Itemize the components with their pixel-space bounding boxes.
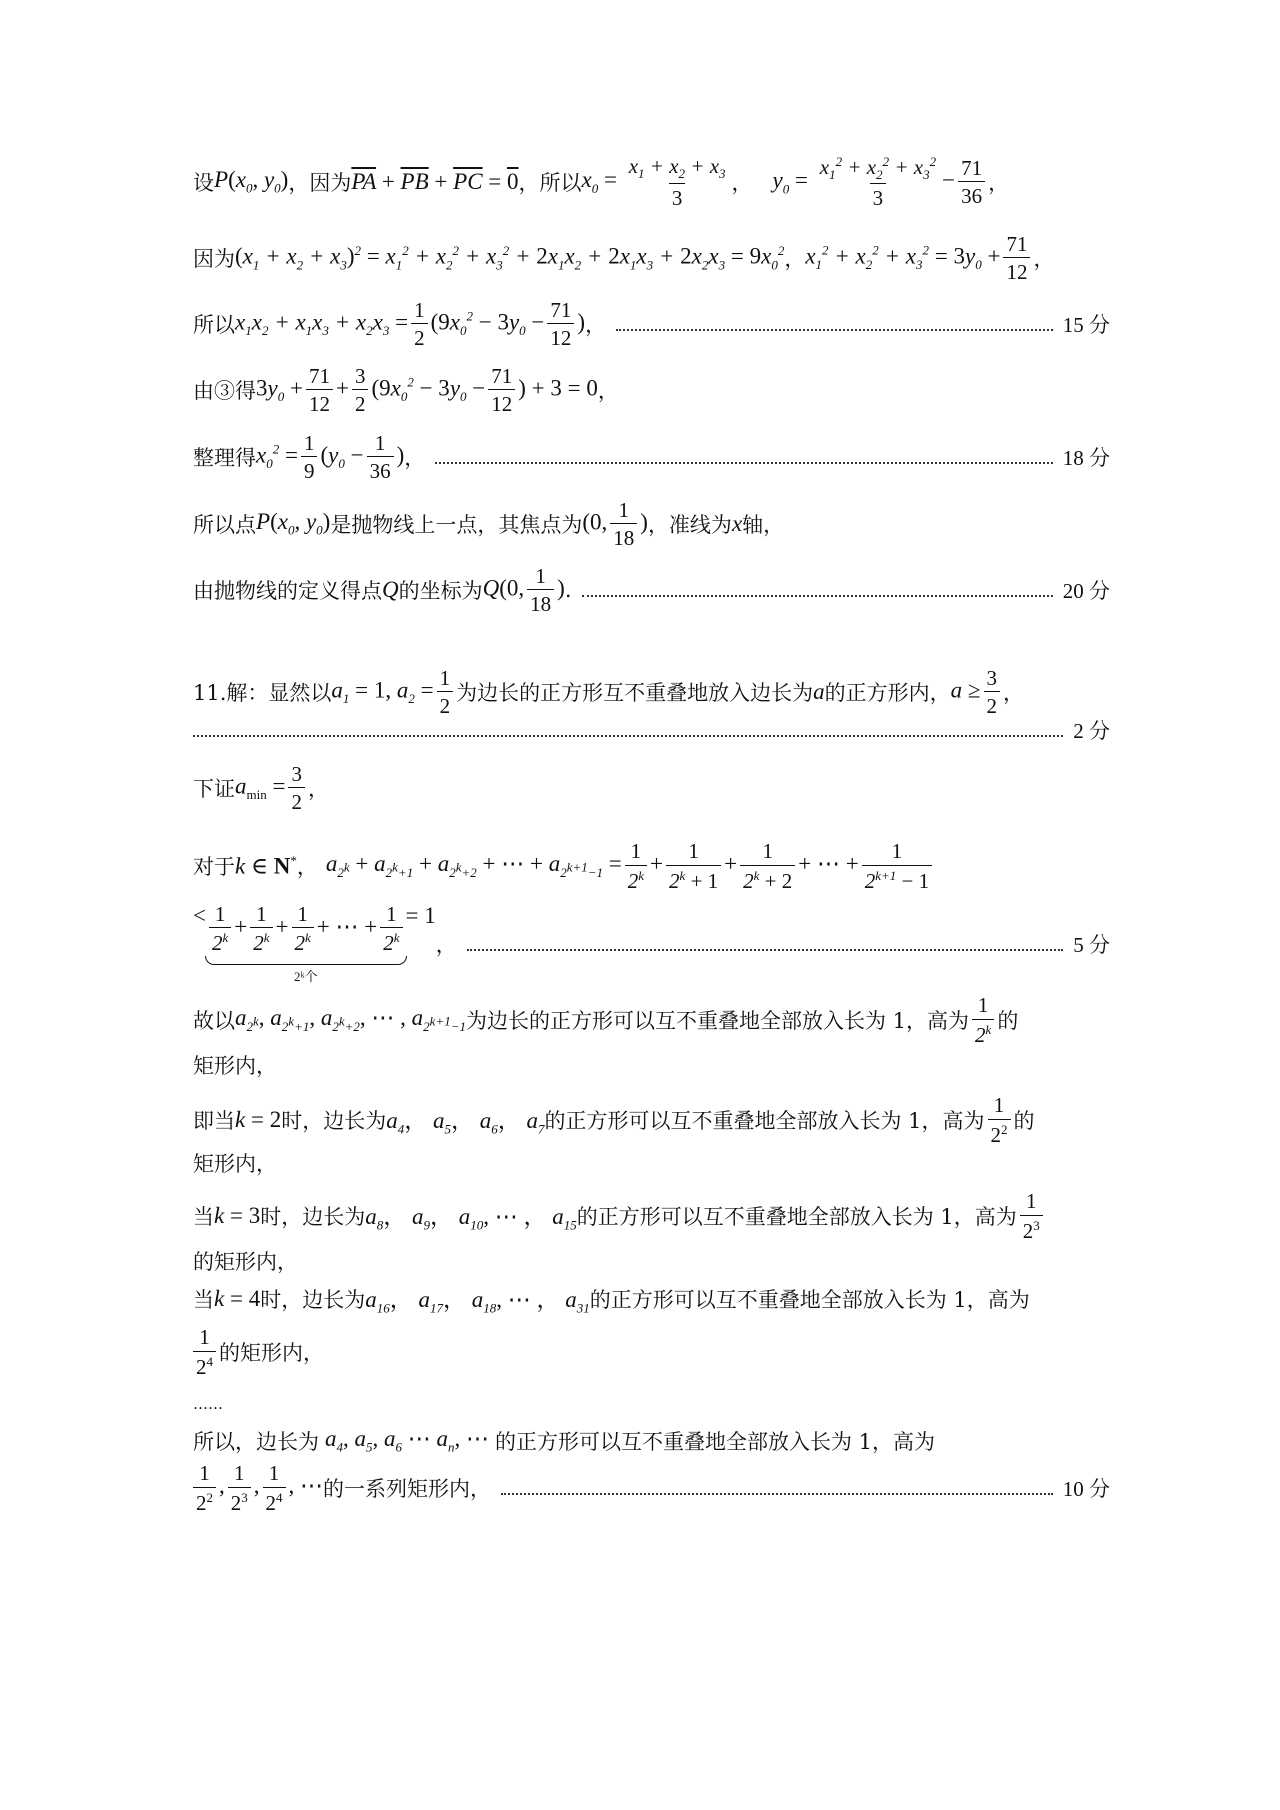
- formula-k-3: k = 3: [214, 1203, 261, 1228]
- text: 由抛物线的定义得点: [193, 579, 382, 603]
- formula-height: $\frac{1}{2^2}$: [988, 1094, 1011, 1145]
- line-9: [193, 708, 1110, 752]
- score-label: 10 分: [1062, 1477, 1110, 1501]
- line-20: [193, 1320, 1110, 1384]
- underbrace: [205, 956, 407, 965]
- formula-point-p: $P(x_0$, $y_0$): [214, 167, 289, 196]
- text: 所以，边长为: [193, 1430, 319, 1454]
- ellipsis: ……: [193, 1395, 223, 1413]
- text: ，: [435, 933, 457, 957]
- line-16: [193, 1138, 1110, 1188]
- line-6: [193, 492, 1110, 556]
- underbrace-note: 2ᵏ个: [293, 969, 318, 985]
- text: ，: [731, 171, 753, 195]
- formula-vector-sum: $\overline{PA} + \overline{PB} + \overline{PC} = 0$: [351, 169, 519, 194]
- symbol-a: a: [813, 679, 825, 704]
- text: 的矩形内，: [219, 1341, 324, 1365]
- formula-terms-k2: $a_4$， $a_5$， $a_6$， $a_7$: [386, 1108, 545, 1137]
- text: ，准线为: [647, 513, 732, 537]
- line-3: [193, 292, 1110, 356]
- text: ，: [404, 446, 426, 470]
- dotted-leader: [435, 462, 1053, 464]
- formula-y0: $y_0$ = $\frac{x_1^2 + x_2^2 + x_3^2}{3}$ − $\frac{71}{36}$: [773, 155, 989, 210]
- text: 的矩形内，: [193, 1250, 298, 1274]
- text: 的坐标为: [398, 579, 483, 603]
- formula-terms-k4: $a_{16}$， $a_{17}$， $a_{18}$, ⋯ ， $a_{31}$: [365, 1287, 590, 1316]
- text: 所以: [193, 313, 235, 337]
- text: 整理得: [193, 446, 256, 470]
- text: 的: [1013, 1109, 1035, 1133]
- score-label: 18 分: [1062, 446, 1110, 470]
- text: 设: [193, 171, 214, 195]
- line-7: [193, 558, 1110, 622]
- text: 的正方形可以互不重叠地全部放入长为 1，高为: [544, 1109, 985, 1133]
- text: 故以: [193, 1009, 235, 1033]
- text: 矩形内，: [193, 1152, 277, 1176]
- dotted-leader: [501, 1493, 1053, 1495]
- text: 的: [997, 1009, 1019, 1033]
- text: 的正方形内，: [824, 681, 951, 705]
- formula-a-bound: a ≥ $\frac{3}{2}$: [951, 667, 1003, 717]
- text: 为边长的正方形可以互不重叠地全部放入长为 1，高为: [465, 1009, 970, 1033]
- formula-k-4: k = 4: [214, 1286, 261, 1311]
- formula-block-sum: $a_{2^k} + a_{2^k+1} + a_{2^k+2}$ + ⋯ + $a_{2^{k+1}-1}$ = $\frac{1}{2^k}$ + $\frac{1}{2^k + 1}$ + $\frac{1}{2^k + 2}$ + ⋯ + $\frac{1}{2^{k+1} - 1}$: [326, 840, 935, 891]
- formula-a1-a2: $a_1 = 1$, $a_2$ = $\frac{1}{2}$: [331, 667, 456, 717]
- text: .: [564, 578, 572, 602]
- text: 时，边长为: [281, 1109, 387, 1133]
- score-label: 5 分: [1073, 933, 1110, 957]
- line-19: [193, 1274, 1110, 1324]
- symbol-x: x: [731, 511, 743, 536]
- line-10: [193, 756, 1110, 820]
- line-14: [193, 1040, 1110, 1090]
- formula-k-2: k = 2: [235, 1107, 282, 1132]
- symbol-q: Q: [382, 577, 399, 602]
- text: 下证: [193, 777, 235, 801]
- formula-height: $\frac{1}{2^4}$: [193, 1326, 216, 1377]
- formula-bound: < $\frac{1}{2^k}$ + $\frac{1}{2^k}$ + $\frac{1}{2^k}$ + ⋯ + $\frac{1}{2^k}$ 2ᵏ个 = 1: [193, 901, 436, 985]
- formula-focus: (0, $\frac{1}{18}$ ): [582, 497, 648, 550]
- formula-q-coordinates: Q(0, $\frac{1}{18}$ ): [482, 563, 565, 616]
- text: ，: [296, 855, 318, 879]
- text: ，: [988, 171, 1010, 195]
- dotted-leader: [582, 595, 1053, 597]
- formula-substitution: $3y_0$ + $\frac{71}{12}$ + $\frac{3}{2}$ ($9x_0^2 - 3y_0$ − $\frac{71}{12}$ ) + 3 = 0: [256, 363, 598, 416]
- line-11: [193, 834, 1110, 898]
- line-4: [193, 358, 1110, 422]
- text: ，: [597, 379, 619, 403]
- formula-a-min: $a_{min}$ = $\frac{3}{2}$: [235, 763, 308, 813]
- formula-heights: $\frac{1}{2^2}$ , $\frac{1}{2^3}$ , $\frac{1}{2^4}$ , ⋯: [193, 1462, 323, 1513]
- text: ，: [1003, 681, 1024, 705]
- text: ，: [1033, 247, 1055, 271]
- text: 由③得: [193, 379, 256, 403]
- formula-block-terms: $a_{2^k}$, $a_{2^k+1}$, $a_{2^k+2}$, ⋯ , $a_{2^{k+1}-1}$: [235, 1005, 466, 1034]
- text: ，所以: [518, 171, 582, 195]
- text: 因为: [193, 247, 235, 271]
- text: 的一系列矩形内，: [323, 1477, 491, 1501]
- text: 当: [193, 1288, 214, 1312]
- text: 的正方形可以互不重叠地全部放入长为 1，高为: [576, 1205, 1017, 1229]
- text: 即当: [193, 1109, 235, 1133]
- text: 轴，: [742, 513, 785, 537]
- text: 所以点: [193, 513, 256, 537]
- formula-height: $\frac{1}{2^k}$: [972, 994, 994, 1045]
- formula-k-natural: k ∈ N*: [235, 852, 297, 879]
- text: ，: [585, 313, 607, 337]
- score-label: 15 分: [1062, 313, 1110, 337]
- formula-terms-k3: $a_8$， $a_9$， $a_{10}$, ⋯ ， $a_{15}$: [365, 1204, 577, 1233]
- dotted-leader: [467, 949, 1063, 951]
- formula-all-terms: $a_4$, $a_5$, $a_6$ ⋯ $a_n$, ⋯: [325, 1426, 489, 1455]
- dotted-leader: [193, 735, 1063, 737]
- text: 对于: [193, 855, 235, 879]
- formula-parabola: $x_0^2$ = $\frac{1}{9}$ ($y_0$ − $\frac{1}{36}$ ): [256, 430, 405, 483]
- text: ，因为: [288, 171, 352, 195]
- formula-point-p: $P(x_0$, $y_0$): [256, 509, 331, 538]
- text: 的正方形可以互不重叠地全部放入长为 1，高为: [589, 1288, 1030, 1312]
- text: 当: [193, 1205, 214, 1229]
- text: 是抛物线上一点，其焦点为: [330, 513, 583, 537]
- text: ，: [307, 777, 329, 801]
- text: 矩形内，: [193, 1054, 277, 1078]
- formula-pair-products: $x_1x_2 + x_1x_3 + x_2x_3$ = $\frac{1}{2}$ ($9x_0^2 - 3y_0$ − $\frac{71}{12}$ ): [235, 297, 586, 350]
- text: 时，边长为: [260, 1205, 366, 1229]
- line-5: [193, 425, 1110, 489]
- score-label: 2 分: [1073, 719, 1110, 743]
- line-12: [193, 901, 1110, 985]
- score-label: 20 分: [1062, 579, 1110, 603]
- text: ，: [784, 247, 806, 271]
- formula-x0: $x_0$ = $\frac{x_1 + x_2 + x_3}{3}$: [581, 154, 726, 210]
- line-2: [193, 226, 1110, 290]
- text: 时，边长为: [260, 1288, 366, 1312]
- line-1: [193, 150, 1110, 214]
- dotted-leader: [616, 329, 1053, 331]
- text: 的正方形可以互不重叠地全部放入长为 1，高为: [495, 1430, 936, 1454]
- text: 11.解：显然以: [193, 681, 332, 705]
- text: 为边长的正方形互不重叠地放入边长为: [456, 681, 814, 705]
- line-23: [193, 1456, 1110, 1520]
- formula-sum-squares: $x_1^2 + x_2^2 + x_3^2 = 3y_0$ + $\frac{71}{12}$: [805, 233, 1033, 283]
- formula-square-expansion: $(x_1 + x_2 + x_3)^2 = x_1^2 + x_2^2 + x_3^2 + 2x_1x_2 + 2x_1x_3 + 2x_2x_3 = 9x_0^2$: [235, 242, 785, 273]
- formula-height: $\frac{1}{2^3}$: [1020, 1190, 1043, 1241]
